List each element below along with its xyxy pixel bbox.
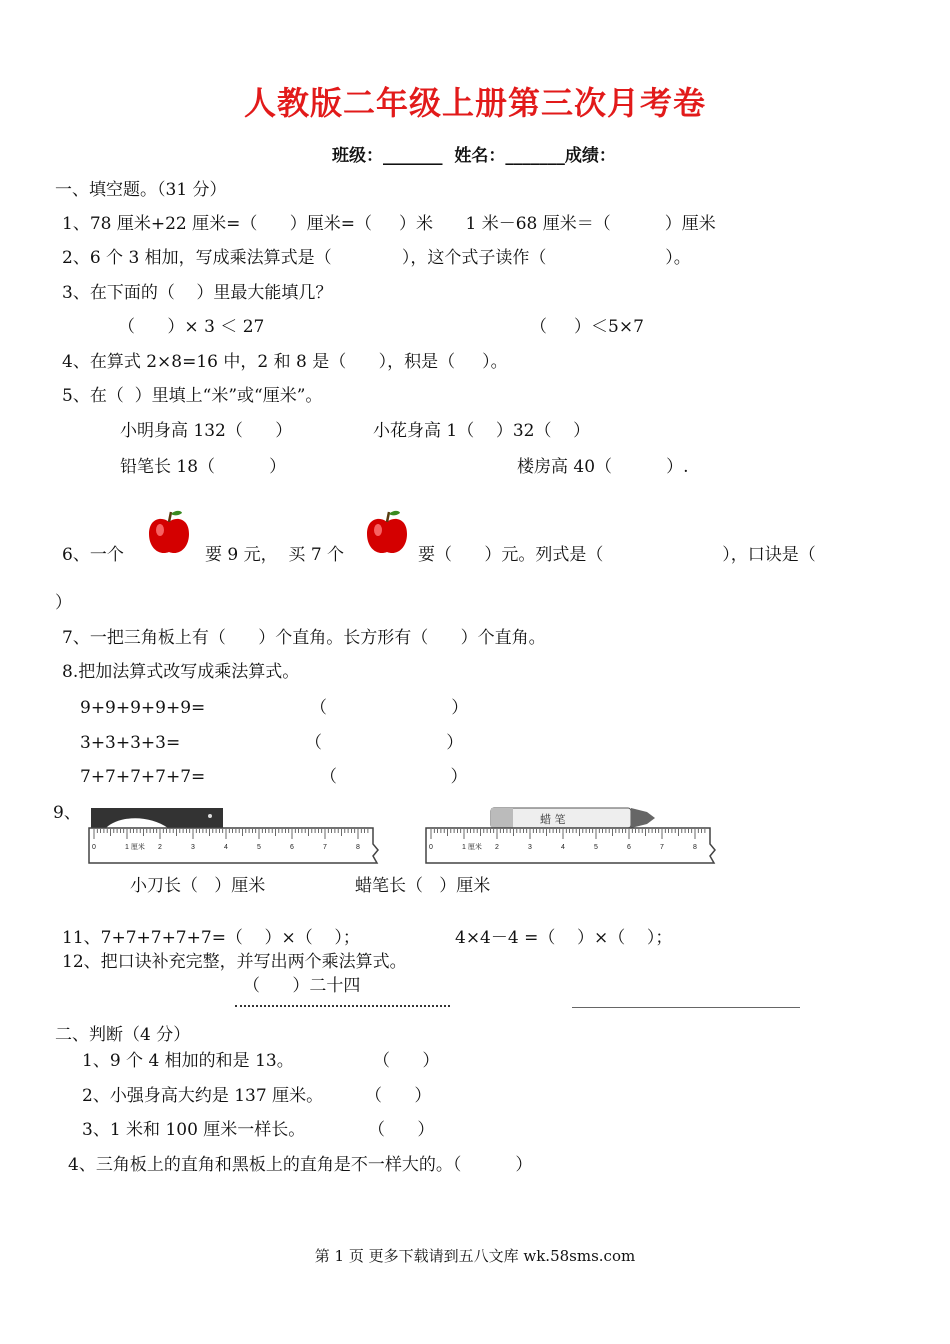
ruler-tick-label: 6 <box>290 844 294 851</box>
ruler-icon <box>89 828 378 863</box>
question-2: 2、6 个 3 相加，写成乘法算式是（ ），这个式子读作（ ）。 <box>62 248 691 268</box>
question-5d: 楼房高 40（ ）. <box>517 457 689 477</box>
crayon-icon <box>491 808 655 828</box>
question-7: 7、一把三角板上有（ ）个直角。长方形有（ ）个直角。 <box>62 628 546 648</box>
ruler-tick-label: 5 <box>594 844 598 851</box>
ruler-tick-label: 7 <box>323 844 327 851</box>
question-3b: （ ）＜5×7 <box>530 317 644 337</box>
question-5a: 小明身高 132（ ） <box>120 421 293 441</box>
question-12a: （ ）二十四 <box>243 976 361 996</box>
page-title: 人教版二年级上册第三次月考卷 <box>243 84 706 122</box>
question-8a-answer: （ ） <box>310 698 469 718</box>
question-5c: 铅笔长 18（ ） <box>120 457 287 477</box>
question-9b: 蜡笔长（ ）厘米 <box>355 876 491 896</box>
question-1: 1、78 厘米+22 厘米=（ ）厘米=（ ）米 1 米－68 厘米＝（ ）厘米 <box>62 214 716 234</box>
ruler-tick-label: 5 <box>257 844 261 851</box>
ruler-tick-label: 1 厘米 <box>462 844 482 851</box>
crayon-label: 蜡 笔 <box>540 813 566 826</box>
ruler-tick-label: 8 <box>356 844 360 851</box>
question-8b-answer: （ ） <box>305 733 464 753</box>
judge-3-box: （ ） <box>368 1120 435 1140</box>
ruler-tick-label: 4 <box>224 844 228 851</box>
question-3: 3、在下面的（ ）里最大能填几？ <box>62 283 333 303</box>
question-6-part4: ） <box>55 593 72 613</box>
judge-1: 1、9 个 4 相加的和是 13。 <box>82 1051 294 1071</box>
page-footer: 第 1 页 更多下载请到五八文库 wk.58sms.com <box>314 1247 636 1265</box>
question-4: 4、在算式 2×8=16 中，2 和 8 是（ ），积是（ ）。 <box>62 352 508 372</box>
ruler-tick-label: 4 <box>561 844 565 851</box>
question-5: 5、在（ ）里填上“米”或“厘米”。 <box>62 386 323 406</box>
question-3a: （ ）× 3 ＜ 27 <box>118 317 265 337</box>
question-11a: 11、7+7+7+7+7=（ ）×（ ）； <box>62 928 360 948</box>
ruler-tick-label: 1 厘米 <box>125 844 145 851</box>
answer-line-2 <box>572 1007 800 1008</box>
judge-3: 3、1 米和 100 厘米一样长。 <box>82 1120 306 1140</box>
question-8b-expr: 3+3+3+3= <box>80 733 181 753</box>
question-8: 8.把加法算式改写成乘法算式。 <box>62 662 300 682</box>
question-6-part2: 要 9 元， 买 7 个 <box>205 545 345 565</box>
ruler-tick-label: 6 <box>627 844 631 851</box>
ruler-tick-label: 2 <box>158 844 162 851</box>
judge-2: 2、小强身高大约是 137 厘米。 <box>82 1086 324 1106</box>
apple-icon <box>144 508 194 558</box>
ruler-tick-label: 7 <box>660 844 664 851</box>
question-6-part3: 要（ ）元。列式是（ ），口诀是（ <box>418 545 816 565</box>
apple-icon <box>362 508 412 558</box>
section1-heading: 一、填空题。（31 分） <box>55 180 227 200</box>
question-9-number: 9、 <box>53 803 81 823</box>
judge-4: 4、三角板上的直角和黑板上的直角是不一样大的。（ ） <box>68 1155 533 1175</box>
question-12: 12、把口诀补充完整，并写出两个乘法算式。 <box>62 952 407 972</box>
ruler-tick-label: 0 <box>92 844 96 851</box>
question-8a-expr: 9+9+9+9+9= <box>80 698 206 718</box>
ruler-tick-label: 2 <box>495 844 499 851</box>
knife-icon <box>91 808 223 828</box>
ruler-icon <box>426 828 715 863</box>
info-line: 班级：_______ 姓名：_______成绩： <box>332 146 616 166</box>
question-11b: 4×4－4 =（ ）×（ ）； <box>455 928 673 948</box>
answer-line-1 <box>235 1005 450 1007</box>
question-8c-answer: （ ） <box>320 767 468 787</box>
question-6-part1: 6、一个 <box>62 545 124 565</box>
ruler-tick-label: 3 <box>191 844 195 851</box>
judge-2-box: （ ） <box>365 1086 432 1106</box>
judge-1-box: （ ） <box>373 1051 440 1071</box>
section2-heading: 二、判断（4 分） <box>55 1025 191 1045</box>
knife-ruler-figure <box>88 806 383 866</box>
ruler-tick-label: 0 <box>429 844 433 851</box>
ruler-tick-label: 3 <box>528 844 532 851</box>
question-9a: 小刀长（ ）厘米 <box>130 876 266 896</box>
ruler-tick-label: 8 <box>693 844 697 851</box>
question-5b: 小花身高 1（ ）32（ ） <box>373 421 591 441</box>
question-8c-expr: 7+7+7+7+7= <box>80 767 206 787</box>
crayon-ruler-figure <box>425 806 720 866</box>
